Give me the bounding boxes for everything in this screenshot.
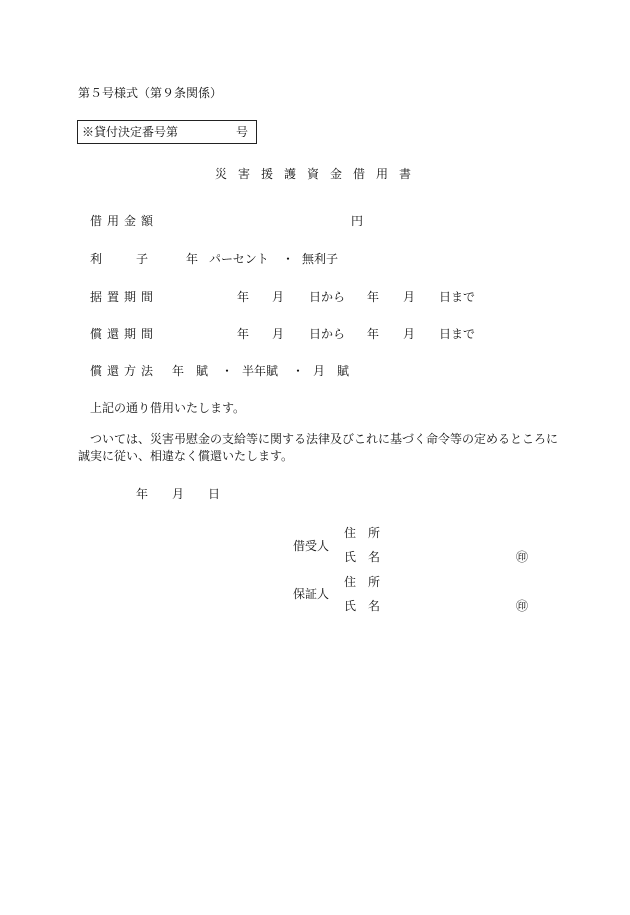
- guarantor-role: 保証人: [293, 587, 330, 601]
- interest-label-char: 子: [136, 252, 149, 266]
- title-char: 災: [215, 167, 228, 181]
- grace-month-to: 月: [403, 290, 416, 304]
- grace-year-from: 年: [237, 290, 250, 304]
- title-char: 害: [238, 167, 251, 181]
- interest-per-year: 年: [186, 252, 199, 266]
- guarantor-address-label: 住 所: [344, 575, 381, 589]
- guarantor-name-label: 氏 名: [344, 599, 381, 613]
- repayment-monthly: 月 賦: [313, 364, 350, 378]
- amount-label-char: 借: [90, 214, 103, 228]
- decision-number-suffix: 号: [236, 125, 249, 139]
- title-char: 書: [399, 167, 412, 181]
- repayment-month-to: 月: [403, 327, 416, 341]
- statement-terms-line2: 誠実に従い、相違なく償還いたします。: [78, 449, 294, 463]
- repayment-annual: 年 賦: [172, 364, 209, 378]
- form-number: 第５号様式（第９条関係）: [78, 86, 223, 100]
- grace-label-char: 間: [141, 290, 154, 304]
- interest-percent: パーセント: [209, 252, 269, 266]
- statement-terms-line1: ついては、災害弔慰金の支給等に関する法律及びこれに基づく命令等の定めるところに: [90, 432, 559, 446]
- title-char: 護: [284, 167, 297, 181]
- borrower-address-label: 住 所: [344, 526, 381, 540]
- borrower-role: 借受人: [293, 539, 330, 553]
- grace-day-from: 日から: [309, 290, 346, 304]
- repayment-day-from: 日から: [309, 327, 346, 341]
- grace-day-to: 日まで: [439, 290, 476, 304]
- grace-label-char: 置: [107, 290, 120, 304]
- grace-label-char: 期: [124, 290, 137, 304]
- borrower-name-label: 氏 名: [344, 550, 381, 564]
- date-month: 月: [172, 487, 185, 501]
- date-day: 日: [208, 487, 221, 501]
- repayment-method-label-char: 方: [124, 364, 137, 378]
- title-char: 金: [330, 167, 343, 181]
- interest-label-char: 利: [90, 252, 103, 266]
- repayment-year-to: 年: [367, 327, 380, 341]
- interest-separator: ・: [282, 252, 295, 266]
- repayment-separator: ・: [221, 364, 234, 378]
- repayment-month-from: 月: [272, 327, 285, 341]
- decision-number-box: [77, 120, 257, 144]
- repayment-period-label-char: 間: [141, 327, 154, 341]
- repayment-day-to: 日まで: [439, 327, 476, 341]
- title-char: 援: [261, 167, 274, 181]
- grace-year-to: 年: [367, 290, 380, 304]
- interest-free: 無利子: [302, 252, 339, 266]
- date-year: 年: [136, 487, 149, 501]
- repayment-method-label-char: 償: [90, 364, 103, 378]
- decision-number-prefix: ※貸付決定番号第: [82, 125, 179, 139]
- repayment-method-label-char: 還: [107, 364, 120, 378]
- repayment-period-label-char: 期: [124, 327, 137, 341]
- amount-label-char: 額: [141, 214, 154, 228]
- seal-icon: ㊞: [516, 550, 529, 564]
- repayment-semiannual: 半年賦: [242, 364, 279, 378]
- statement-borrow: 上記の通り借用いたします。: [90, 401, 246, 415]
- seal-icon: ㊞: [516, 599, 529, 613]
- repayment-method-label-char: 法: [141, 364, 154, 378]
- amount-label-char: 金: [124, 214, 137, 228]
- amount-unit: 円: [351, 214, 364, 228]
- title-char: 用: [376, 167, 389, 181]
- title-char: 資: [307, 167, 320, 181]
- title-char: 借: [353, 167, 366, 181]
- repayment-period-label-char: 還: [107, 327, 120, 341]
- grace-month-from: 月: [272, 290, 285, 304]
- amount-label-char: 用: [107, 214, 120, 228]
- repayment-period-label-char: 償: [90, 327, 103, 341]
- grace-label-char: 据: [90, 290, 103, 304]
- repayment-year-from: 年: [237, 327, 250, 341]
- repayment-separator: ・: [292, 364, 305, 378]
